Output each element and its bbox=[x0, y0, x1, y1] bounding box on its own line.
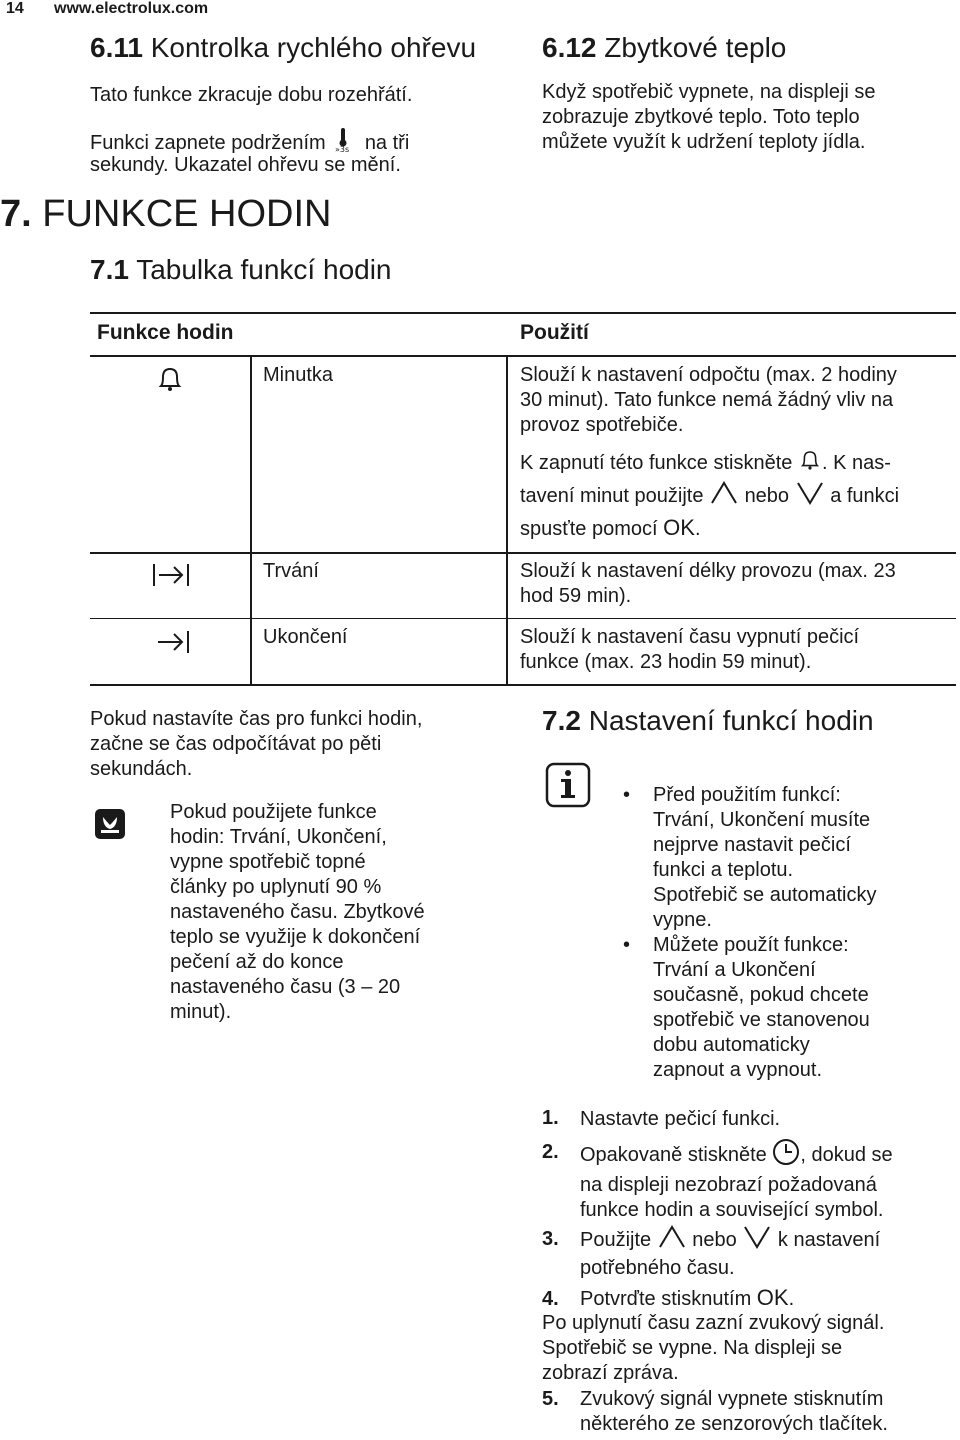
text-line: zapnout a vypnout. bbox=[653, 1059, 823, 1081]
ok-icon: OK bbox=[663, 515, 695, 540]
minutka-instruction-line3 bbox=[520, 515, 701, 542]
text-line: současně, pokud chcete bbox=[653, 984, 869, 1006]
text-line: Zvukový signál vypnete stisknutím bbox=[580, 1388, 884, 1410]
text-line: nejprve nastavit pečicí bbox=[653, 834, 851, 856]
step-number: 2. bbox=[542, 1141, 559, 1163]
text-line: pečení až do konce bbox=[170, 951, 344, 973]
section-7-2-heading bbox=[542, 705, 874, 737]
text-line: Slouží k nastavení odpočtu (max. 2 hodiny bbox=[520, 364, 897, 386]
text-line: funkce (max. 23 hodin 59 minut). bbox=[520, 651, 812, 673]
section-title: Nastavení funkcí hodin bbox=[588, 705, 874, 736]
text-line: potřebného času. bbox=[580, 1257, 735, 1279]
text-line: Po uplynutí času zazní zvukový signál. bbox=[542, 1312, 885, 1334]
text-line: Spotřebič se vypne. Na displeji se bbox=[542, 1337, 843, 1359]
table-divider bbox=[250, 356, 252, 686]
text-line: Pokud použijete funkce bbox=[170, 801, 377, 823]
bell-icon bbox=[155, 364, 185, 399]
text: , dokud se bbox=[800, 1143, 893, 1166]
step-number: 1. bbox=[542, 1107, 559, 1129]
step-number: 5. bbox=[542, 1388, 559, 1410]
text-line: dobu automaticky bbox=[653, 1034, 810, 1056]
text-line: Když spotřebič vypnete, na displeji se bbox=[542, 81, 876, 103]
row-ukonceni-usage bbox=[520, 625, 859, 675]
row-trvani-name: Trvání bbox=[263, 560, 319, 582]
section-number: 7.2 bbox=[542, 705, 581, 736]
text-line: některého ze senzorových tlačítek. bbox=[580, 1413, 888, 1435]
bullet-item bbox=[653, 783, 876, 933]
minutka-instruction-line1 bbox=[520, 448, 891, 479]
clock-functions-table bbox=[90, 312, 956, 686]
section-6-12-heading bbox=[542, 32, 786, 64]
bullet-item bbox=[653, 933, 876, 1083]
text: . bbox=[788, 1288, 795, 1310]
text-line: Slouží k nastavení délky provozu (max. 23 bbox=[520, 560, 896, 582]
text: Potvrďte stisknutím bbox=[580, 1288, 752, 1310]
page-number: 14 bbox=[6, 0, 24, 17]
section-number: 6.11 bbox=[90, 32, 143, 63]
section-number: 6.12 bbox=[542, 32, 597, 63]
bell-icon bbox=[798, 448, 822, 479]
col-header-function: Funkce hodin bbox=[97, 321, 234, 344]
info-bullets bbox=[653, 783, 876, 1083]
table-divider bbox=[506, 356, 508, 686]
section-title: Kontrolka rychlého ohřevu bbox=[150, 32, 477, 63]
step-5-text bbox=[580, 1387, 888, 1437]
text-line: začne se čas odpočítávat po pěti bbox=[90, 733, 382, 755]
chapter-number: 7. bbox=[0, 193, 32, 235]
s611-p2c: sekundy. Ukazatel ohřevu se mění. bbox=[90, 154, 401, 176]
text-line: nastaveného času. Zbytkové bbox=[170, 901, 425, 923]
section-title: Zbytkové teplo bbox=[604, 32, 787, 63]
row-trvani-usage bbox=[520, 559, 896, 609]
table-top-rule bbox=[90, 312, 956, 314]
text: a funkci bbox=[830, 484, 900, 507]
table-header-rule bbox=[90, 355, 956, 357]
col-header-usage: Použití bbox=[520, 321, 589, 344]
row-minutka-name: Minutka bbox=[263, 364, 334, 386]
text-line: můžete využít k udržení teploty jídla. bbox=[542, 131, 866, 153]
chevron-down-icon bbox=[742, 1225, 772, 1256]
minutka-instruction-line2 bbox=[520, 481, 899, 512]
step-number: 3. bbox=[542, 1228, 559, 1250]
after-step-4-text bbox=[542, 1311, 884, 1386]
text-line bbox=[580, 1138, 893, 1173]
ok-icon: OK bbox=[756, 1285, 789, 1310]
table-bottom-rule bbox=[90, 684, 956, 686]
section-7-1-heading bbox=[90, 254, 392, 286]
step-3-text bbox=[580, 1225, 880, 1281]
text: k nastavení bbox=[777, 1228, 881, 1251]
section-number: 7.1 bbox=[90, 254, 129, 285]
chapter-7-heading bbox=[0, 193, 332, 236]
s612-text bbox=[542, 80, 876, 155]
text-line: vypne. bbox=[653, 909, 712, 931]
clock-icon bbox=[772, 1138, 800, 1173]
chevron-up-icon bbox=[657, 1225, 687, 1256]
chapter-title: FUNKCE HODIN bbox=[42, 193, 332, 235]
step-4-text bbox=[580, 1285, 794, 1312]
text: tavení minut použijte bbox=[520, 484, 704, 507]
text-line: sekundách. bbox=[90, 758, 193, 780]
text: spusťte pomocí bbox=[520, 518, 658, 540]
text-line: minut). bbox=[170, 1001, 232, 1023]
text-line: hod 59 min). bbox=[520, 585, 632, 607]
row-ukonceni-name: Ukončení bbox=[263, 626, 348, 648]
text-line: funkce hodin a související symbol. bbox=[580, 1199, 884, 1221]
svg-text:»3s: »3s bbox=[335, 145, 350, 152]
info-icon bbox=[545, 762, 591, 813]
text: nebo bbox=[744, 484, 790, 507]
text-line: zobrazuje zbytkové teplo. Toto teplo bbox=[542, 106, 860, 128]
step-2-text bbox=[580, 1138, 893, 1223]
text: K zapnutí této funkce stiskněte bbox=[520, 451, 793, 474]
chevron-down-icon bbox=[795, 481, 825, 512]
text: nebo bbox=[692, 1228, 737, 1251]
section-title: Tabulka funkcí hodin bbox=[136, 254, 392, 285]
text-line: Trvání a Ukončení bbox=[653, 959, 816, 981]
text: . bbox=[694, 518, 701, 540]
text: . K nas- bbox=[821, 451, 891, 474]
countdown-note bbox=[90, 707, 422, 782]
duration-icon bbox=[152, 562, 190, 593]
s611-p2-text-b: na tři bbox=[364, 131, 410, 154]
text-line: • Můžete použít funkce: bbox=[653, 934, 849, 956]
text-line: spotřebič ve stanovenou bbox=[653, 1009, 870, 1031]
website-url: www.electrolux.com bbox=[54, 0, 209, 17]
chevron-up-icon bbox=[709, 481, 739, 512]
section-6-11-heading bbox=[90, 32, 476, 64]
text-line: nastaveného času (3 – 20 bbox=[170, 976, 401, 998]
text-line: Spotřebič se automaticky bbox=[653, 884, 877, 906]
end-time-icon bbox=[156, 629, 190, 660]
text-line: provoz spotřebiče. bbox=[520, 414, 684, 436]
text-line: články po uplynutí 90 % bbox=[170, 876, 382, 898]
text: Použijte bbox=[580, 1228, 652, 1251]
text-line: Slouží k nastavení času vypnutí pečicí bbox=[520, 626, 860, 648]
text-line: Pokud nastavíte čas pro funkci hodin, bbox=[90, 708, 423, 730]
text-line: 30 minut). Tato funkce nemá žádný vliv na bbox=[520, 389, 894, 411]
text-line: hodin: Trvání, Ukončení, bbox=[170, 826, 387, 848]
text-line: zobrazí zpráva. bbox=[542, 1362, 679, 1384]
step-number: 4. bbox=[542, 1288, 559, 1310]
step-1-text: Nastavte pečicí funkci. bbox=[580, 1108, 781, 1130]
eco-leaf-icon bbox=[94, 808, 126, 845]
text-line: funkci a teplotu. bbox=[653, 859, 794, 881]
row-minutka-usage bbox=[520, 363, 897, 438]
text-line: Trvání, Ukončení musíte bbox=[653, 809, 871, 831]
text-line: na displeji nezobrazí požadovaná bbox=[580, 1174, 877, 1196]
text: Opakovaně stiskněte bbox=[580, 1143, 767, 1166]
s611-p1: Tato funkce zkracuje dobu rozehřátí. bbox=[90, 84, 413, 106]
table-row-rule bbox=[90, 618, 956, 619]
text-line bbox=[580, 1225, 880, 1256]
text-line: teplo se využije k dokončení bbox=[170, 926, 421, 948]
text-line: • Před použitím funkcí: bbox=[653, 784, 841, 806]
eco-note-text bbox=[170, 800, 425, 1025]
text-line: vypne spotřebič topné bbox=[170, 851, 366, 873]
table-row-rule bbox=[90, 552, 956, 554]
s611-p2-text-a: Funkci zapnete podržením bbox=[90, 131, 326, 154]
